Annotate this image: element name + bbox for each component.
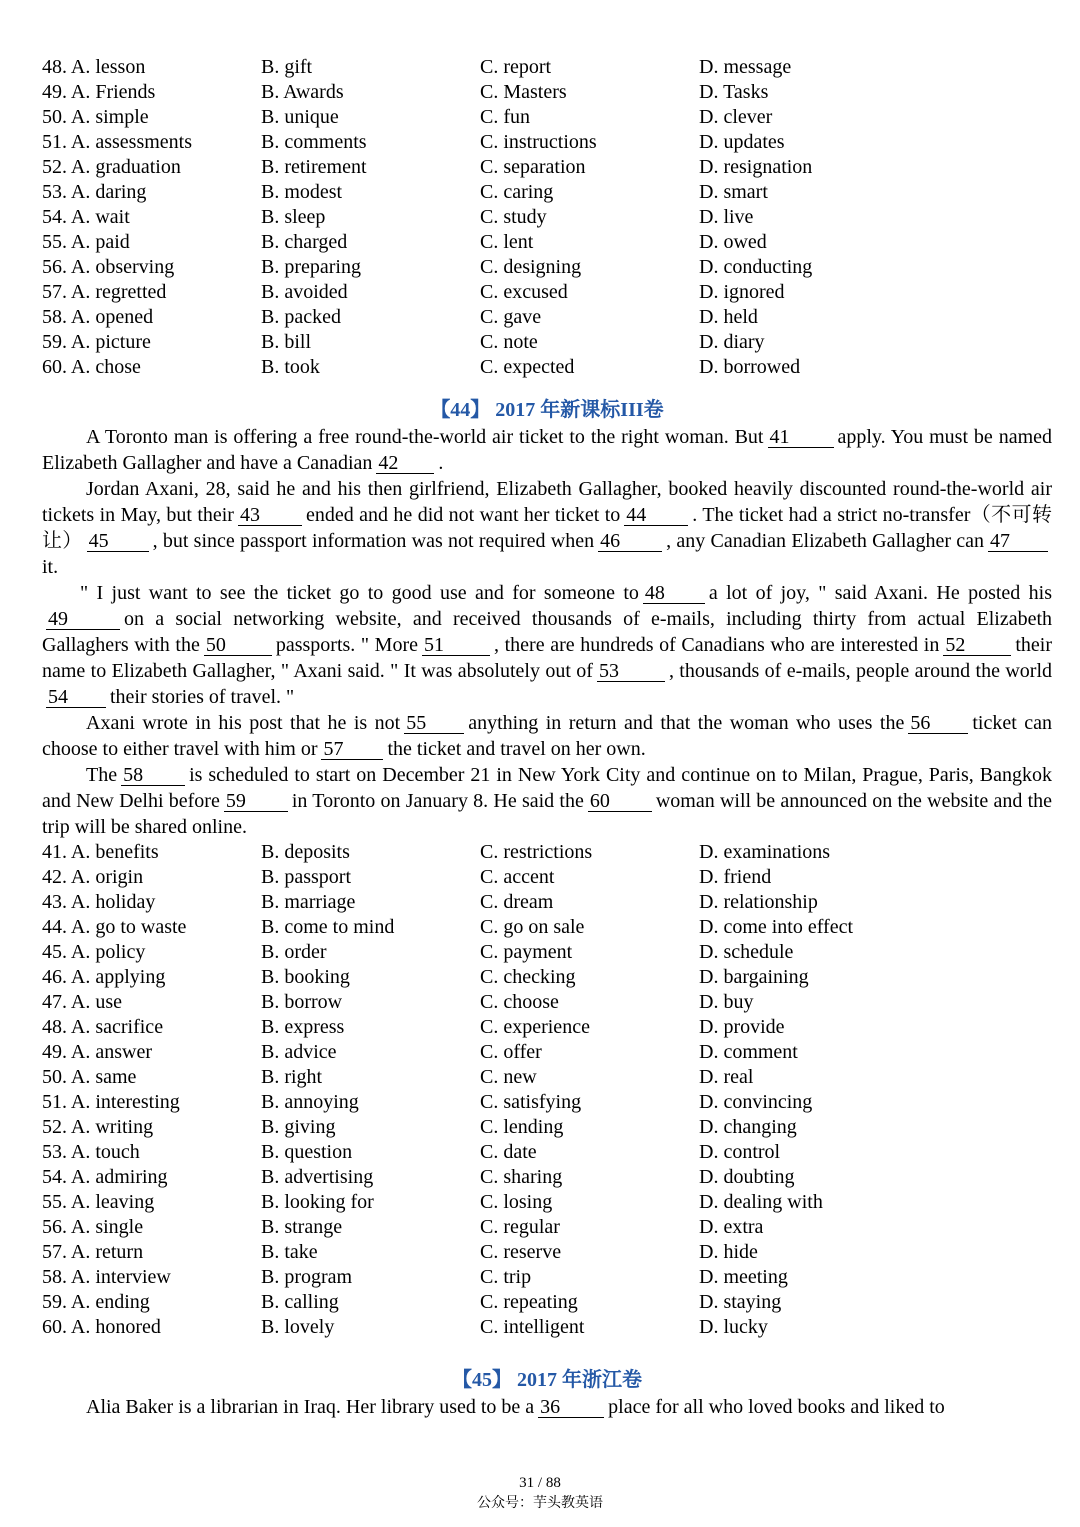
option-d: D. diary <box>699 331 765 353</box>
option-d: D. schedule <box>699 941 794 963</box>
option-row <box>42 355 1052 380</box>
option-d: D. owed <box>699 231 767 253</box>
text-span: a lot of joy, " said Axani. He posted his <box>708 582 1052 604</box>
option-c: C. checking <box>480 966 576 988</box>
prev-options-list <box>42 55 1052 380</box>
text-span: , thousands of e-mails, people around the world <box>668 660 1052 682</box>
section-44-paragraph-4 <box>42 710 1052 762</box>
blank-52: 52 <box>943 635 1011 656</box>
option-d: D. convincing <box>699 1091 813 1113</box>
option-c: C. regular <box>480 1216 560 1238</box>
option-c: C. satisfying <box>480 1091 582 1113</box>
option-c: C. sharing <box>480 1166 563 1188</box>
option-b: B. unique <box>261 106 339 128</box>
blank-55: 55 <box>404 713 464 734</box>
option-b: B. question <box>261 1141 353 1163</box>
option-d: D. control <box>699 1141 781 1163</box>
text-span: on a social networking website, and received thousands of e-mails, including thirty from actual Elizabeth Gallaghers with the <box>42 608 1052 656</box>
option-d: D. lucky <box>699 1316 768 1338</box>
option-a: 46. A. applying <box>42 966 166 988</box>
text-span: . <box>438 452 444 474</box>
option-b: B. took <box>261 356 320 378</box>
option-d: D. changing <box>699 1116 797 1138</box>
option-c: C. note <box>480 331 538 353</box>
section-44-paragraph-2 <box>42 476 1052 580</box>
option-row <box>42 55 1052 80</box>
option-a: 59. A. ending <box>42 1291 150 1313</box>
section-44-paragraph-1 <box>42 424 1052 476</box>
option-c: C. fun <box>480 106 530 128</box>
option-b: B. annoying <box>261 1091 359 1113</box>
option-a: 53. A. daring <box>42 181 147 203</box>
text-span: ticket can choose to either travel with him or <box>42 712 1052 760</box>
option-a: 60. A. chose <box>42 356 141 378</box>
text-span: their name to Elizabeth Gallagher, " Axani said. " It was absolutely out of <box>42 634 1052 682</box>
option-row <box>42 1265 1052 1290</box>
option-a: 45. A. policy <box>42 941 146 963</box>
option-d: D. extra <box>699 1216 764 1238</box>
option-c: C. choose <box>480 991 559 1013</box>
blank-58: 58 <box>121 765 185 786</box>
option-row <box>42 180 1052 205</box>
blank-51: 51 <box>422 635 490 656</box>
option-a: 54. A. wait <box>42 206 130 228</box>
text-span: . The ticket had a strict no-transfer（不可转让） <box>42 504 1052 552</box>
option-row <box>42 940 1052 965</box>
option-c: C. expected <box>480 356 575 378</box>
option-d: D. examinations <box>699 841 831 863</box>
option-a: 49. A. answer <box>42 1041 152 1063</box>
text-span: it. <box>42 556 59 578</box>
option-d: D. relationship <box>699 891 818 913</box>
option-row <box>42 965 1052 990</box>
text-span: apply. You must be named Elizabeth Gallagher and have a Canadian <box>42 426 1053 474</box>
option-c: C. losing <box>480 1191 553 1213</box>
option-row <box>42 1115 1052 1140</box>
option-a: 50. A. same <box>42 1066 137 1088</box>
option-a: 55. A. leaving <box>42 1191 155 1213</box>
option-row <box>42 330 1052 355</box>
option-row <box>42 1290 1052 1315</box>
option-b: B. come to mind <box>261 916 395 938</box>
option-a: 50. A. simple <box>42 106 149 128</box>
blank-47: 47 <box>988 531 1048 552</box>
blank-60: 60 <box>588 791 652 812</box>
option-row <box>42 865 1052 890</box>
option-d: D. borrowed <box>699 356 801 378</box>
option-d: D. message <box>699 56 792 78</box>
option-b: B. deposits <box>261 841 350 863</box>
option-a: 43. A. holiday <box>42 891 156 913</box>
option-c: C. experience <box>480 1016 590 1038</box>
option-row <box>42 280 1052 305</box>
page-number: 31 / 88 <box>519 1475 561 1491</box>
option-row <box>42 230 1052 255</box>
option-c: C. instructions <box>480 131 597 153</box>
option-a: 41. A. benefits <box>42 841 159 863</box>
text-span: A Toronto man is offering a free round-the-world air ticket to the right woman. But <box>86 426 764 448</box>
option-a: 49. A. Friends <box>42 81 156 103</box>
option-b: B. passport <box>261 866 351 888</box>
option-c: C. offer <box>480 1041 542 1063</box>
option-c: C. Masters <box>480 81 567 103</box>
text-span: is scheduled to start on December 21 in New York City and continue on to Milan, Prague, Paris, Bangkok and New Delhi before <box>42 764 1052 812</box>
blank-50: 50 <box>204 635 272 656</box>
blank-53: 53 <box>597 661 665 682</box>
blank-36: 36 <box>538 1397 604 1418</box>
blank-57: 57 <box>321 739 383 760</box>
text-span: Jordan Axani, 28, said he and his then girlfriend, Elizabeth Gallagher, booked heavily discounted round-the-world air tickets in May, but their <box>42 478 1052 526</box>
option-row <box>42 1190 1052 1215</box>
option-c: C. designing <box>480 256 582 278</box>
option-c: C. accent <box>480 866 555 888</box>
text-span: ended and he did not want her ticket to <box>305 504 621 526</box>
option-row <box>42 1090 1052 1115</box>
option-row <box>42 1040 1052 1065</box>
section-44-options-list <box>42 840 1052 1340</box>
option-b: B. avoided <box>261 281 348 303</box>
option-row <box>42 80 1052 105</box>
option-row <box>42 155 1052 180</box>
option-row <box>42 205 1052 230</box>
option-c: C. excused <box>480 281 568 303</box>
option-c: C. gave <box>480 306 542 328</box>
option-d: D. ignored <box>699 281 785 303</box>
option-d: D. meeting <box>699 1266 788 1288</box>
option-row <box>42 1015 1052 1040</box>
option-b: B. comments <box>261 131 367 153</box>
option-row <box>42 105 1052 130</box>
option-row <box>42 305 1052 330</box>
blank-59: 59 <box>224 791 288 812</box>
option-b: B. marriage <box>261 891 356 913</box>
option-b: B. express <box>261 1016 345 1038</box>
option-c: C. payment <box>480 941 573 963</box>
option-b: B. calling <box>261 1291 339 1313</box>
option-b: B. order <box>261 941 327 963</box>
text-span: passports. " More <box>275 634 418 656</box>
option-b: B. advice <box>261 1041 337 1063</box>
option-b: B. giving <box>261 1116 336 1138</box>
option-d: D. provide <box>699 1016 785 1038</box>
text-span: Alia Baker is a librarian in Iraq. Her library used to be a <box>86 1396 535 1418</box>
option-d: D. resignation <box>699 156 813 178</box>
text-span: their stories of travel. " <box>110 686 295 708</box>
option-a: 60. A. honored <box>42 1316 161 1338</box>
blank-49: 49 <box>46 609 120 630</box>
option-d: D. smart <box>699 181 768 203</box>
text-span: , but since passport information was not required when <box>152 530 595 552</box>
option-a: 56. A. observing <box>42 256 175 278</box>
text-span: woman will be announced on the website and the trip will be shared online. <box>42 790 1052 838</box>
option-row <box>42 890 1052 915</box>
section-44-paragraph-3 <box>42 580 1052 710</box>
blank-41: 41 <box>768 427 834 448</box>
option-b: B. advertising <box>261 1166 374 1188</box>
option-a: 52. A. graduation <box>42 156 181 178</box>
option-d: D. conducting <box>699 256 813 278</box>
option-a: 53. A. touch <box>42 1141 140 1163</box>
option-c: C. date <box>480 1141 537 1163</box>
option-row <box>42 990 1052 1015</box>
text-span: The <box>86 764 118 786</box>
option-c: C. lent <box>480 231 534 253</box>
option-c: C. separation <box>480 156 586 178</box>
section-45-paragraph-1 <box>42 1394 1052 1420</box>
option-b: B. Awards <box>261 81 344 103</box>
option-b: B. charged <box>261 231 348 253</box>
blank-46: 46 <box>598 531 662 552</box>
blank-54: 54 <box>46 687 106 708</box>
blank-44: 44 <box>624 505 688 526</box>
section-44-paragraph-5 <box>42 762 1052 840</box>
blank-48: 48 <box>643 583 705 604</box>
option-row <box>42 1065 1052 1090</box>
option-d: D. doubting <box>699 1166 795 1188</box>
option-d: D. real <box>699 1066 754 1088</box>
section-45-title: 【45】 2017 年浙江卷 <box>452 1369 642 1391</box>
option-b: B. modest <box>261 181 343 203</box>
option-row <box>42 1215 1052 1240</box>
option-row <box>42 1165 1052 1190</box>
option-d: D. bargaining <box>699 966 809 988</box>
option-row <box>42 1240 1052 1265</box>
option-a: 44. A. go to waste <box>42 916 187 938</box>
option-c: C. new <box>480 1066 537 1088</box>
option-b: B. borrow <box>261 991 343 1013</box>
option-a: 59. A. picture <box>42 331 151 353</box>
option-b: B. looking for <box>261 1191 374 1213</box>
option-a: 42. A. origin <box>42 866 144 888</box>
option-d: D. staying <box>699 1291 782 1313</box>
source-credit: 公众号：芋头教英语 <box>477 1495 603 1511</box>
option-a: 51. A. assessments <box>42 131 192 153</box>
option-c: C. dream <box>480 891 554 913</box>
option-a: 48. A. lesson <box>42 56 146 78</box>
section-44-title: 【44】 2017 年新课标III卷 <box>430 399 664 421</box>
option-d: D. comment <box>699 1041 798 1063</box>
blank-43: 43 <box>238 505 302 526</box>
option-a: 51. A. interesting <box>42 1091 180 1113</box>
text-span: place for all who loved books and liked to <box>608 1396 945 1418</box>
option-row <box>42 915 1052 940</box>
option-d: D. live <box>699 206 754 228</box>
option-c: C. study <box>480 206 547 228</box>
option-d: D. dealing with <box>699 1191 823 1213</box>
option-d: D. updates <box>699 131 785 153</box>
option-c: C. reserve <box>480 1241 562 1263</box>
option-a: 47. A. use <box>42 991 122 1013</box>
option-a: 58. A. opened <box>42 306 154 328</box>
option-d: D. Tasks <box>699 81 769 103</box>
option-a: 52. A. writing <box>42 1116 154 1138</box>
option-row <box>42 255 1052 280</box>
option-b: B. gift <box>261 56 313 78</box>
option-d: D. clever <box>699 106 773 128</box>
option-d: D. buy <box>699 991 754 1013</box>
blank-45: 45 <box>87 531 149 552</box>
text-span: , any Canadian Elizabeth Gallagher can <box>666 530 985 552</box>
option-b: B. sleep <box>261 206 326 228</box>
option-a: 48. A. sacrifice <box>42 1016 164 1038</box>
option-row <box>42 130 1052 155</box>
option-d: D. friend <box>699 866 772 888</box>
option-c: C. intelligent <box>480 1316 585 1338</box>
option-b: B. bill <box>261 331 312 353</box>
option-a: 56. A. single <box>42 1216 144 1238</box>
option-b: B. right <box>261 1066 323 1088</box>
option-c: C. restrictions <box>480 841 593 863</box>
option-a: 58. A. interview <box>42 1266 171 1288</box>
option-a: 57. A. regretted <box>42 281 167 303</box>
option-row <box>42 1140 1052 1165</box>
blank-42: 42 <box>376 453 434 474</box>
text-span: in Toronto on January 8. He said the <box>291 790 584 812</box>
option-c: C. lending <box>480 1116 564 1138</box>
option-c: C. go on sale <box>480 916 585 938</box>
option-d: D. hide <box>699 1241 758 1263</box>
option-a: 57. A. return <box>42 1241 144 1263</box>
blank-56: 56 <box>908 713 968 734</box>
text-span: anything in return and that the woman who uses the <box>468 712 905 734</box>
text-span: the ticket and travel on her own. <box>387 738 646 760</box>
option-d: D. held <box>699 306 758 328</box>
option-c: C. caring <box>480 181 554 203</box>
option-b: B. lovely <box>261 1316 335 1338</box>
option-a: 54. A. admiring <box>42 1166 168 1188</box>
option-b: B. preparing <box>261 256 361 278</box>
option-c: C. repeating <box>480 1291 578 1313</box>
option-b: B. strange <box>261 1216 343 1238</box>
text-span: Axani wrote in his post that he is not <box>86 712 401 734</box>
option-d: D. come into effect <box>699 916 854 938</box>
text-span: , there are hundreds of Canadians who are interested in <box>494 634 940 656</box>
option-c: C. report <box>480 56 552 78</box>
option-b: B. booking <box>261 966 350 988</box>
option-b: B. take <box>261 1241 318 1263</box>
option-b: B. packed <box>261 306 341 328</box>
option-row <box>42 840 1052 865</box>
option-c: C. trip <box>480 1266 532 1288</box>
option-a: 55. A. paid <box>42 231 130 253</box>
document-page <box>42 55 1052 1420</box>
option-b: B. program <box>261 1266 353 1288</box>
option-b: B. retirement <box>261 156 367 178</box>
text-span: " I just want to see the ticket go to good use and for someone to <box>80 582 639 604</box>
option-row <box>42 1315 1052 1340</box>
